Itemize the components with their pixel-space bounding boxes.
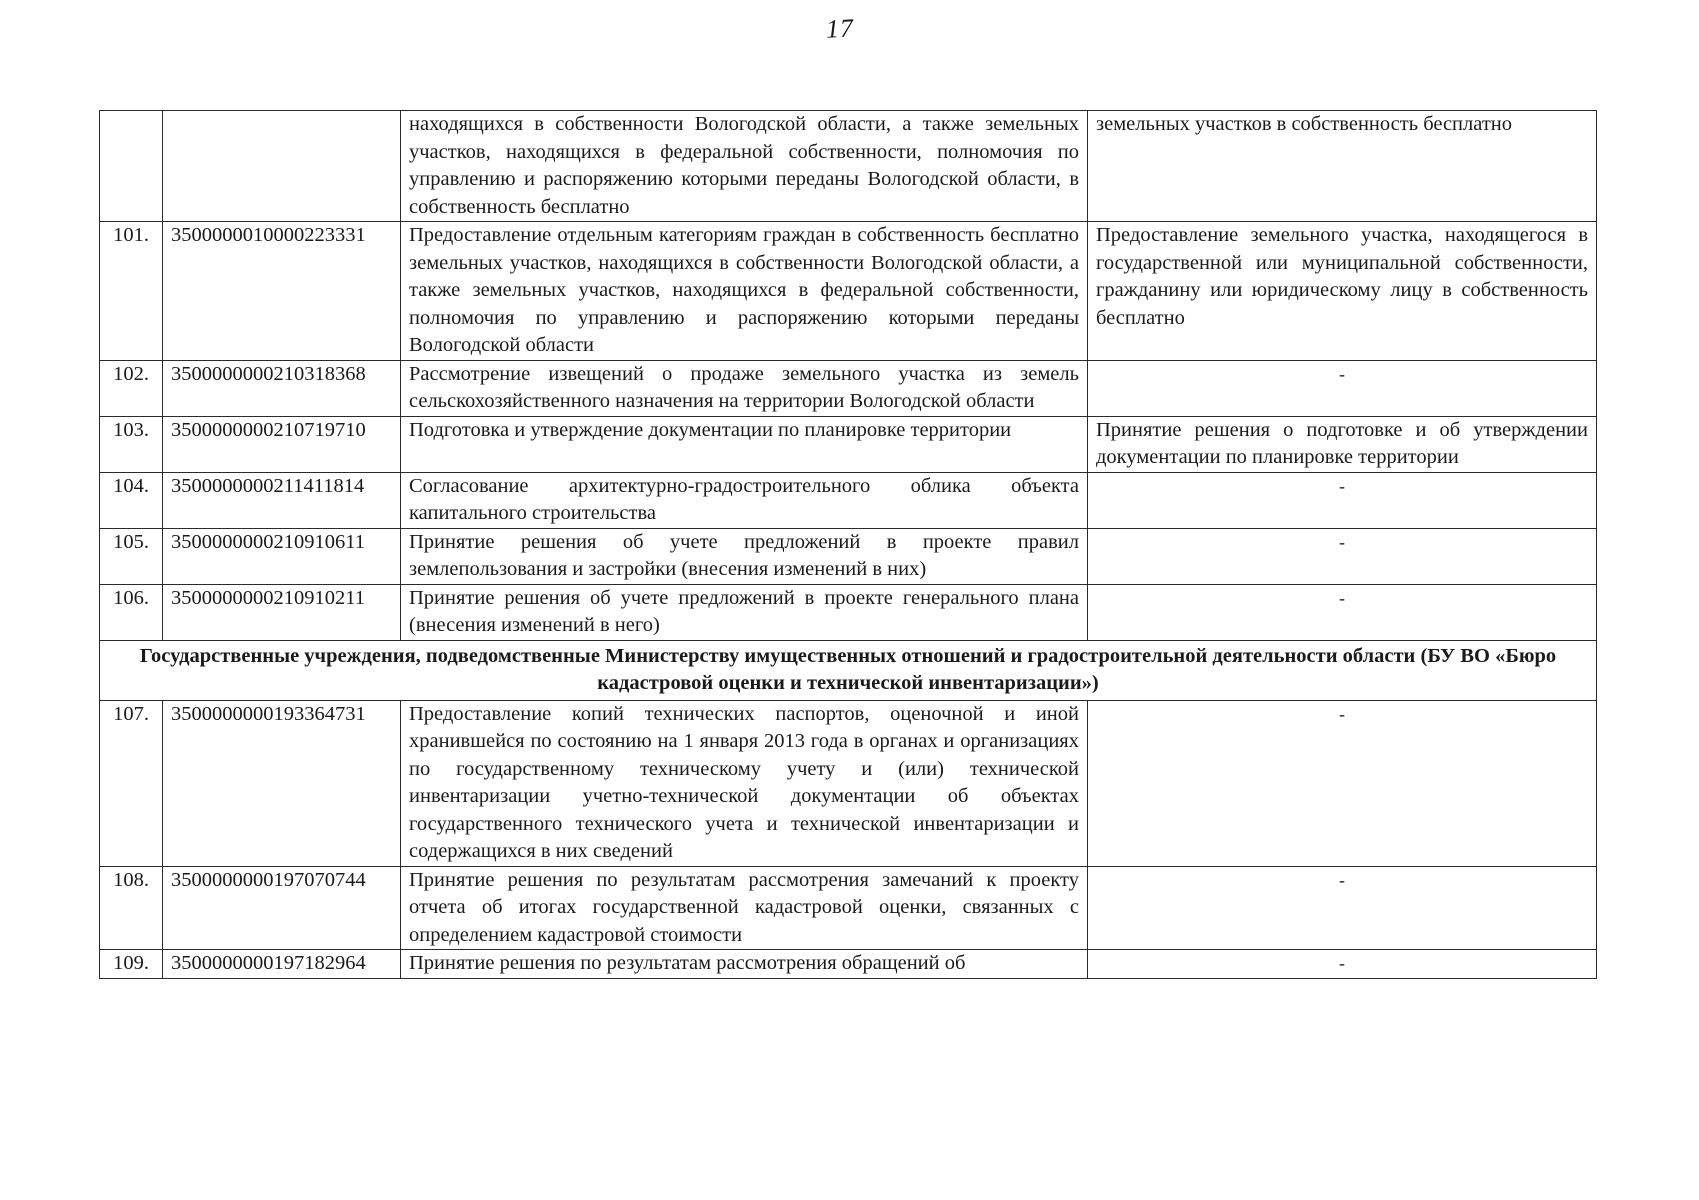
row-number: 109. [100,950,163,979]
service-code: 3500000000197182964 [163,950,401,979]
service-name: Принятие решения по результатам рассмотрения обращений об [401,950,1088,979]
service-result: Предоставление земельного участка, находящегося в государственной или муниципальной собственности, гражданину или юридическому лицу в собственность бесплатно [1088,222,1597,361]
service-name: Принятие решения об учете предложений в проекте генерального плана (внесения изменений в него) [401,584,1088,640]
row-number: 101. [100,222,163,361]
service-name: находящихся в собственности Вологодской области, а также земельных участков, находящихся в федеральной собственности, полномочия по управлению и распоряжению которыми переданы Вологодской области, в собственность бесплатно [401,111,1088,222]
row-number: 108. [100,866,163,950]
table-row-102 [100,360,1597,416]
service-code: 3500000000211411814 [163,472,401,528]
empty-dash: - [1339,953,1345,973]
services-table [99,110,1597,979]
table-row-108 [100,866,1597,950]
service-code: 3500000000210910611 [163,528,401,584]
empty-dash: - [1339,587,1345,608]
service-code: 3500000000210910211 [163,584,401,640]
table-row-105 [100,528,1597,584]
service-code: 3500000000210318368 [163,360,401,416]
table-row-continuation [100,111,1597,222]
service-result [1088,700,1597,866]
row-number [100,111,163,222]
row-number: 105. [100,528,163,584]
empty-dash: - [1339,869,1345,890]
table-row-101 [100,222,1597,361]
service-result [1088,528,1597,584]
service-result [1088,360,1597,416]
service-result [1088,950,1597,979]
row-number: 106. [100,584,163,640]
service-code: 3500000000210719710 [163,416,401,472]
service-name: Принятие решения об учете предложений в проекте правил землепользования и застройки (внесения изменений в них) [401,528,1088,584]
service-name: Принятие решения по результатам рассмотрения замечаний к проекту отчета об итогах государственной кадастровой оценки, связанных с определением кадастровой стоимости [401,866,1088,950]
empty-dash: - [1339,475,1345,496]
service-result: земельных участков в собственность бесплатно [1088,111,1597,222]
service-name: Подготовка и утверждение документации по планировке территории [401,416,1088,472]
service-code: 3500000000197070744 [163,866,401,950]
row-number: 107. [100,700,163,866]
service-result [1088,472,1597,528]
service-code: 3500000000193364731 [163,700,401,866]
table-row-109 [100,950,1597,979]
empty-dash: - [1339,703,1345,724]
service-name: Предоставление копий технических паспортов, оценочной и иной хранившейся по состоянию на 1 января 2013 года в органах и организациях по государственному техническому учету и (или) технической инвентаризации учетно-технической документации об объектах государственного технического учета и технической инвентаризации и содержащихся в них сведений [401,700,1088,866]
empty-dash: - [1339,531,1345,552]
table-row-107 [100,700,1597,866]
table-row-103 [100,416,1597,472]
service-name: Рассмотрение извещений о продаже земельного участка из земель сельскохозяйственного назначения на территории Вологодской области [401,360,1088,416]
table-row-106 [100,584,1597,640]
row-number: 104. [100,472,163,528]
section-heading-row [100,640,1597,700]
section-heading: Государственные учреждения, подведомственные Министерству имущественных отношений и градостроительной деятельности области (БУ ВО «Бюро кадастровой оценки и технической инвентаризации») [100,640,1597,700]
empty-dash: - [1339,363,1345,384]
service-result: Принятие решения о подготовке и об утверждении документации по планировке территории [1088,416,1597,472]
service-result [1088,584,1597,640]
page-number: 17 [825,13,855,44]
service-result [1088,866,1597,950]
row-number: 103. [100,416,163,472]
row-number: 102. [100,360,163,416]
service-code [163,111,401,222]
table-row-104 [100,472,1597,528]
service-name: Предоставление отдельным категориям граждан в собственность бесплатно земельных участков, находящихся в собственности Вологодской области, а также земельных участков, находящихся в федеральной собственности, полномочия по управлению и распоряжению которыми переданы Вологодской области [401,222,1088,361]
service-code: 3500000010000223331 [163,222,401,361]
service-name: Согласование архитектурно-градостроительного облика объекта капитального строительства [401,472,1088,528]
